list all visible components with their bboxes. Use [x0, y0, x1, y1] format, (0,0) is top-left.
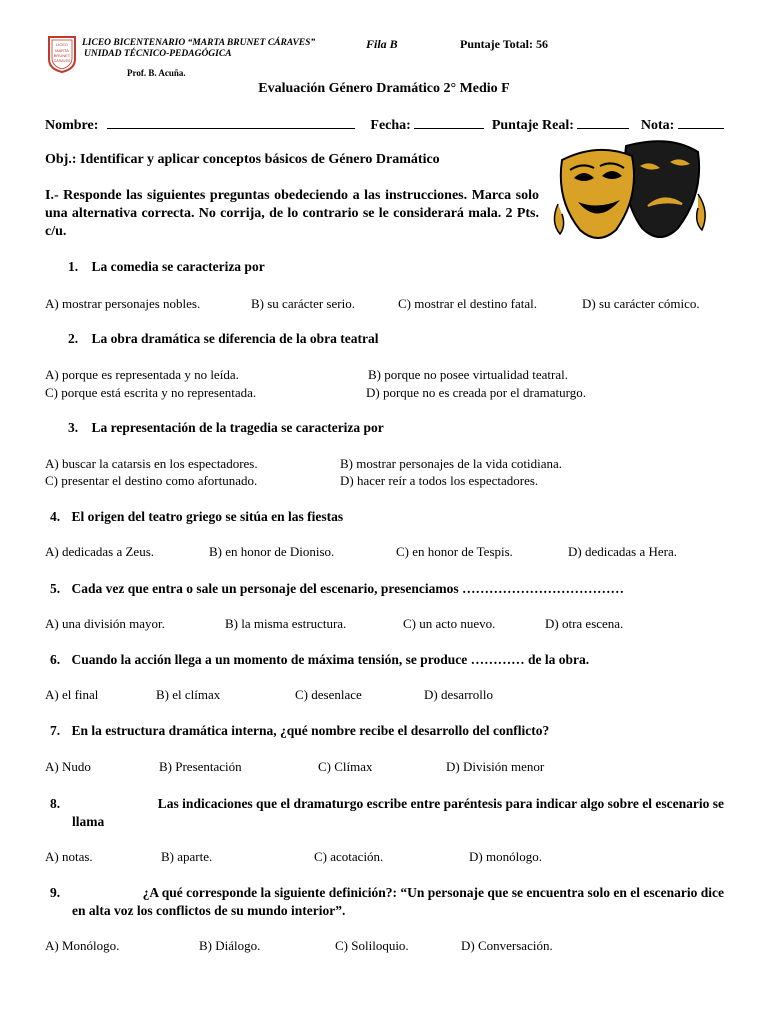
question-text-line1: Las indicaciones que el dramaturgo escribe entre paréntesis para indicar algo sobre el escenario se: [157, 796, 724, 811]
q3-option-d[interactable]: D) hacer reír a todos los espectadores.: [340, 473, 539, 488]
question-number: 1.: [68, 259, 79, 274]
question-2: [68, 331, 378, 347]
question-number: 6.: [50, 652, 61, 667]
question-text: La obra dramática se diferencia de la obra teatral: [91, 331, 379, 346]
question-4: [50, 509, 343, 525]
q6-option-b[interactable]: B) el clímax: [156, 687, 221, 702]
svg-text:LICEO: LICEO: [55, 42, 69, 47]
q2-option-d[interactable]: D) porque no es creada por el dramaturgo.: [366, 385, 586, 400]
q2-option-b[interactable]: B) porque no posee virtualidad teatral.: [368, 367, 568, 382]
question-number: 3.: [68, 420, 79, 435]
question-text: La comedia se caracteriza por: [91, 259, 265, 274]
q5-option-d[interactable]: D) otra escena.: [545, 616, 624, 631]
q7-option-c[interactable]: C) Clímax: [318, 759, 373, 774]
school-name-line1: LICEO BICENTENARIO “MARTA BRUNET CÁRAVES”: [82, 38, 316, 48]
q9-option-a[interactable]: A) Monólogo.: [45, 938, 120, 953]
fila-label: Fila B: [366, 37, 398, 51]
q1-option-d[interactable]: D) su carácter cómico.: [582, 296, 700, 311]
q9-option-b[interactable]: B) Diálogo.: [199, 938, 261, 953]
question-number: 5.: [50, 581, 61, 596]
professor-name: Prof. B. Acuña.: [127, 68, 186, 78]
nota-label: Nota:: [640, 118, 675, 133]
school-name-line2: UNIDAD TÉCNICO-PEDAGÓGICA: [84, 49, 232, 59]
q5-option-a[interactable]: A) una división mayor.: [45, 616, 165, 631]
q6-option-a[interactable]: A) el final: [45, 687, 99, 702]
theatre-masks-icon: [548, 134, 712, 246]
q8-option-b[interactable]: B) aparte.: [161, 849, 213, 864]
q9-option-d[interactable]: D) Conversación.: [461, 938, 553, 953]
question-text-line2: en alta voz los conflictos de su mundo interior”.: [72, 903, 346, 918]
question-text-line2: llama: [72, 814, 105, 829]
question-number: 8.: [50, 796, 61, 811]
q4-option-c[interactable]: C) en honor de Tespis.: [396, 544, 513, 559]
question-1: [68, 259, 265, 275]
q8-option-d[interactable]: D) monólogo.: [469, 849, 542, 864]
q4-option-b[interactable]: B) en honor de Dioniso.: [209, 544, 335, 559]
page-title: Evaluación Género Dramático 2° Medio F: [258, 81, 510, 96]
question-7: [50, 723, 549, 739]
question-text: En la estructura dramática interna, ¿qué nombre recibe el desarrollo del conflicto?: [71, 723, 550, 738]
q3-option-a[interactable]: A) buscar la catarsis en los espectadores.: [45, 456, 258, 471]
question-3: [68, 420, 384, 436]
q8-option-a[interactable]: A) notas.: [45, 849, 93, 864]
q3-option-b[interactable]: B) mostrar personajes de la vida cotidiana.: [340, 456, 563, 471]
puntaje-real-label: Puntaje Real:: [491, 118, 574, 133]
question-9: [50, 884, 724, 920]
q4-option-a[interactable]: A) dedicadas a Zeus.: [45, 544, 155, 559]
puntaje-total: Puntaje Total: 56: [460, 37, 549, 51]
puntaje-real-blank[interactable]: [577, 116, 629, 129]
q1-option-b[interactable]: B) su carácter serio.: [251, 296, 355, 311]
student-fields-row: [45, 116, 724, 134]
question-text: El origen del teatro griego se sitúa en las fiestas: [71, 509, 344, 524]
q6-option-d[interactable]: D) desarrollo: [424, 687, 493, 702]
q8-option-c[interactable]: C) acotación.: [314, 849, 384, 864]
objective-text: Obj.: Identificar y aplicar conceptos básicos de Género Dramático: [45, 152, 440, 167]
question-number: 7.: [50, 723, 61, 738]
q7-option-d[interactable]: D) División menor: [446, 759, 545, 774]
question-6: [50, 652, 589, 668]
svg-text:MARTA: MARTA: [55, 48, 69, 53]
nombre-label: Nombre:: [45, 118, 99, 133]
svg-text:CÁRAVES: CÁRAVES: [53, 59, 71, 63]
q9-option-c[interactable]: C) Soliloquio.: [335, 938, 409, 953]
q2-option-a[interactable]: A) porque es representada y no leída.: [45, 367, 239, 382]
q5-option-b[interactable]: B) la misma estructura.: [225, 616, 347, 631]
q7-option-a[interactable]: A) Nudo: [45, 759, 91, 774]
question-text: Cada vez que entra o sale un personaje del escenario, presenciamos ………………………………: [71, 581, 624, 596]
q2-option-c[interactable]: C) porque está escrita y no representada.: [45, 385, 257, 400]
question-number: 2.: [68, 331, 79, 346]
q1-option-a[interactable]: A) mostrar personajes nobles.: [45, 296, 201, 311]
school-name: [82, 38, 315, 60]
question-text: La representación de la tragedia se caracteriza por: [91, 420, 384, 435]
question-number: 9.: [50, 885, 61, 900]
question-number: 4.: [50, 509, 61, 524]
fecha-blank[interactable]: [414, 116, 484, 129]
q6-option-c[interactable]: C) desenlace: [295, 687, 362, 702]
question-text: Cuando la acción llega a un momento de máxima tensión, se produce ………… de la obra.: [71, 652, 590, 667]
svg-text:BRUNET: BRUNET: [53, 53, 71, 58]
q1-option-c[interactable]: C) mostrar el destino fatal.: [398, 296, 537, 311]
question-5: [50, 581, 624, 597]
q5-option-c[interactable]: C) un acto nuevo.: [403, 616, 496, 631]
q3-option-c[interactable]: C) presentar el destino como afortunado.: [45, 473, 258, 488]
school-logo: [47, 35, 77, 73]
question-text-line1: ¿A qué corresponde la siguiente definición?: “Un personaje que se encuentra solo en el escenario dice: [142, 885, 724, 900]
nota-blank[interactable]: [678, 116, 724, 129]
instructions-text: I.- Responde las siguientes preguntas obedeciendo a las instrucciones. Marca solo una alternativa correcta. No corrija, de lo contrario se le considerará mala. 2 Pts. c/u.: [45, 188, 539, 239]
q4-option-d[interactable]: D) dedicadas a Hera.: [568, 544, 677, 559]
question-8: [50, 795, 724, 831]
nombre-blank[interactable]: [107, 116, 355, 129]
fecha-label: Fecha:: [370, 118, 411, 133]
q7-option-b[interactable]: B) Presentación: [159, 759, 242, 774]
